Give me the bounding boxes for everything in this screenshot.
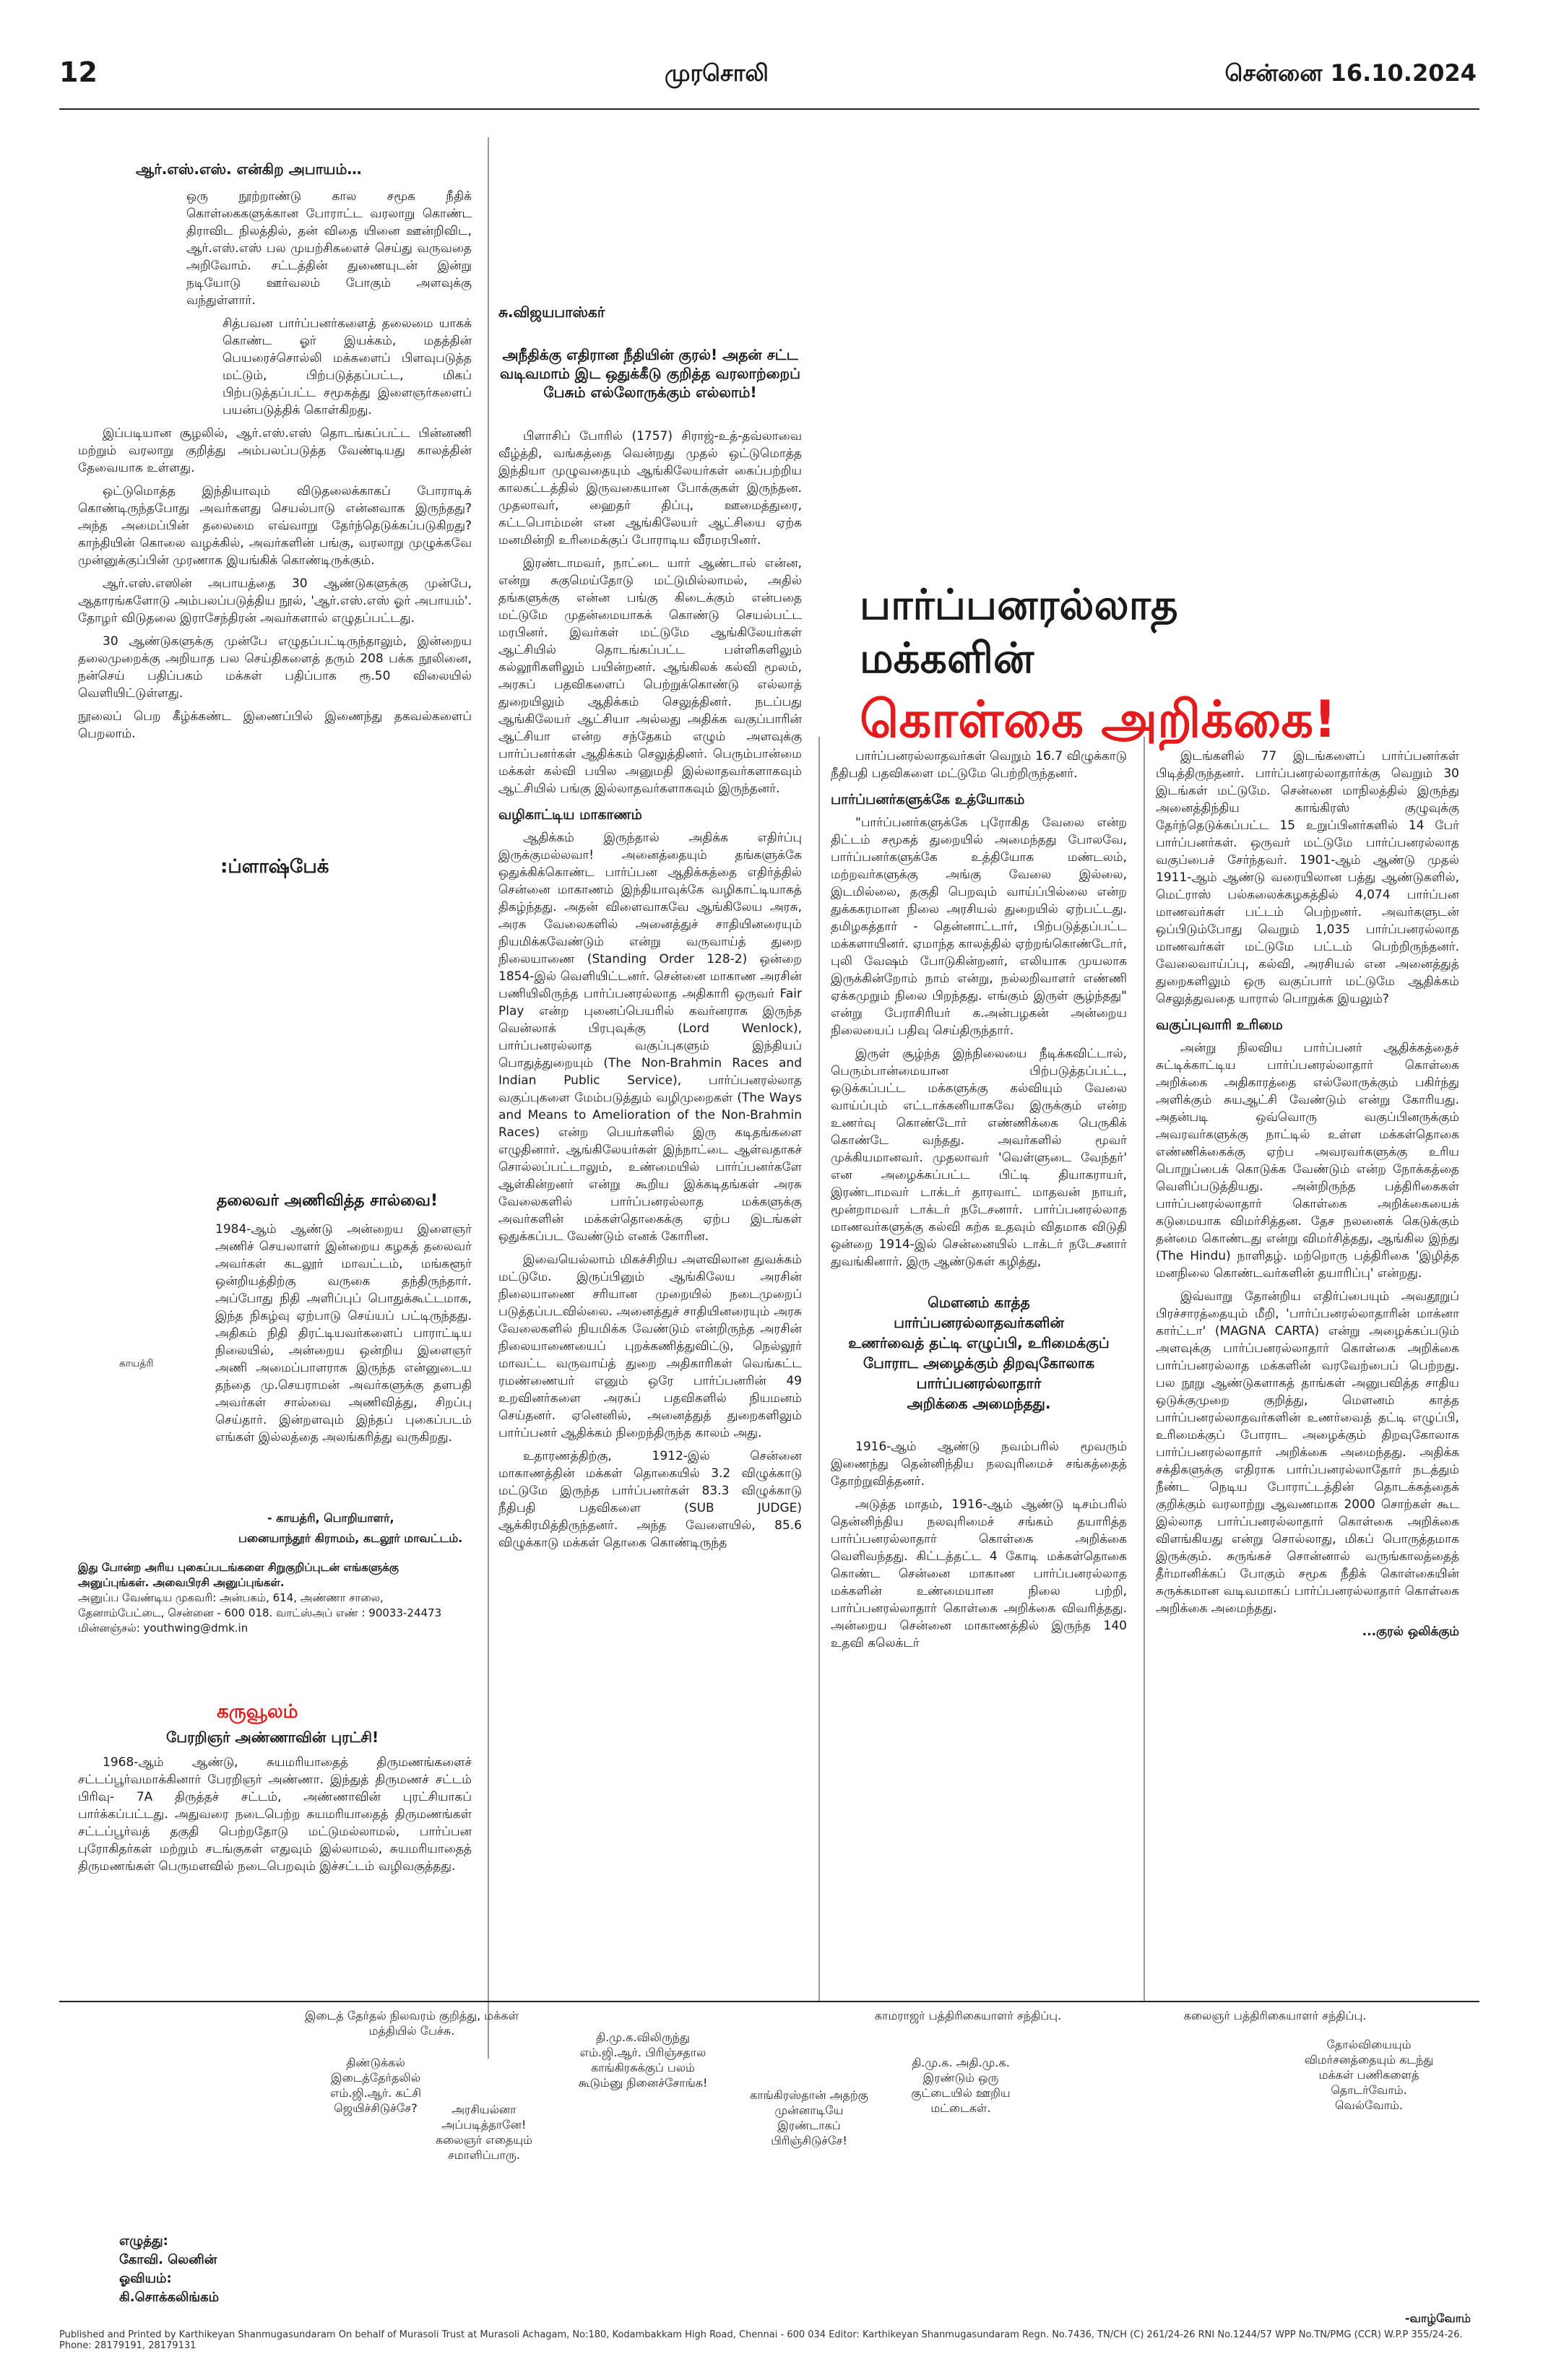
submission-notice (78, 1560, 468, 1636)
flashback-title: :ப்ளாஷ்பேக் (220, 856, 329, 878)
column-rule (488, 137, 489, 2059)
speech-bubble-4: காங்கிரஸ்தான் அதற்கு முன்னாடியே இரண்டாகப் பிரிஞ்சிடுச்சே! (750, 2088, 868, 2147)
rss-para-2: சித்பவன பார்ப்பனர்களைத் தலைமை யாகக் கொண்ட ஓர் இயக்கம், மதத்தின் பெயரைச்சொல்லி மக்களைப் பிளவுபடுத்த மட்டும், பிற்படுத்தப்பட்ட, மிகப் பிற்படுத்தப்பட்ட சமூகத்து இளைஞர்களைப் பயன்படுத்திக் கொள்கிறது. (222, 316, 472, 417)
karuvoolam-title: கருவூலம் (217, 1701, 298, 1723)
byline: சு.விஜயபாஸ்கர் (498, 303, 605, 321)
deck: அநீதிக்கு எதிரான நீதியின் குரல்! அதன் சட்ட வடிவமாம் இட ஒதுக்கீடு குறித்த வரலாற்றைப் பேசும் எல்லோருக்கும் எல்லாம்! (499, 346, 801, 401)
pull-quote-line: பார்ப்பனரல்லாதவர்களின் (894, 1314, 1064, 1331)
credit-writer-label: எழுத்து: (119, 2233, 168, 2249)
notice-line: தேனாம்பேட்டை, சென்னை - 600 018. வாட்ஸ்அப் எண் : 90033-24473 (78, 1606, 442, 1619)
rss-para-5: ஆர்.எஸ்.எஸின் அபாயத்தை 30 ஆண்டுகளுக்கு முன்பே, ஆதாரங்களோடு அம்பலப்படுத்திய நூல், 'ஆர்.எஸ்.எஸ் ஓர் அபாயம்'. தோழர் விடுதலை இராசேந்திரன் அவர்களால் எழுதப்பட்டது. (78, 576, 472, 626)
continued-marker: ...குரல் ஒலிக்கும் (1362, 1624, 1459, 1639)
rss-para-1: ஒரு நூற்றாண்டு கால சமூக நீதிக் கொள்கைகளுக்கான போராட்ட வரலாறு கொண்ட திராவிட நிலத்தில், தன் விதை யினை ஊன்றிவிட, ஆர்.எஸ்.எஸ் பல முயற்சிகளைச் செய்து வருவதை அறிவோம். சட்டத்தின் துணையுடன் இன்று நடியோடு ஊர்வலம் போகும் அளவுக்கு வந்துள்ளார். (186, 189, 472, 308)
anna-title: பேரறிஞர் அண்ணாவின் புரட்சி! (166, 1728, 379, 1746)
notice-line: இது போன்ற அரிய புகைப்படங்களை சிறுகுறிப்புடன் எங்களுக்கு (78, 1561, 399, 1574)
headline-line-2: மக்களின் (860, 633, 1034, 683)
headline-line-3: கொள்கை அறிக்கை! (860, 690, 1337, 749)
subhead-brahmin-jobs: பார்ப்பனர்களுக்கே உத்யோகம் (831, 792, 1025, 808)
photo-caption: காயத்ரி (119, 1358, 154, 1369)
speech-bubble-5: தி.மு.க. அதி.மு.க. இரண்டும் ஒரு குட்டையில் ஊறிய மட்டைகள். (911, 2056, 1011, 2115)
col3-lead: பார்ப்பனரல்லாதவர்கள் வெறும் 16.7 விழுக்காடு நீதிபதி பதவிகளை மட்டுமே பெற்றிருந்தனர். (831, 749, 1127, 781)
col4-para-1: இடங்களில் 77 இடங்களைப் பார்ப்பனர்கள் பிடித்திருந்தனர். பார்ப்பனரல்லாதார்க்கு வெறும் 30 இடங்கள் மட்டுமே. சென்னை மாநிலத்தில் இருந்து அனைத்திந்திய காங்கிரஸ் குழுவுக்கு தேர்ந்தெடுக்கப்பட்ட 15 உறுப்பினர்களில் 14 பேர் பார்ப்பனர்கள். ஒருவர் மட்டுமே பார்ப்பனரல்லாத வகுப்பைச் சேர்ந்தவர். 1901-ஆம் ஆண்டு முதல் 1911-ஆம் ஆண்டு வரையிலான பத்து ஆண்டுகளில், மெட்ராஸ் பல்கலைக்கழகத்தில் 4,074 பார்ப்பன மாணவர்கள் பட்டம் பெற்றனர். அவர்களுடன் ஒப்பிடும்போது வெறும் 1,035 பார்ப்பனரல்லாத மாணவர்கள் மட்டுமே பட்டம் பெற்றிருந்தனர். வேலைவாய்ப்பு, கல்வி, அரசியல் என அனைத்துத் துறைகளிலும் ஒரு வகுப்பார் மட்டுமே ஆதிக்கம் செலுத்துவதை யாரால் பொறுக்க இயலும்? (1156, 749, 1459, 1006)
credit-artist-name: கி.சொக்கலிங்கம் (119, 2290, 220, 2305)
notice-line: மின்னஞ்சல்: youthwing@dmk.in (78, 1622, 248, 1635)
headline-line-1: பார்ப்பனரல்லாத (860, 580, 1178, 629)
cartoon-end-mark: -வாழ்வோம் (1404, 2311, 1471, 2325)
rss-title: ஆர்.எஸ்.எஸ். என்கிற அபாயம்… (136, 160, 362, 178)
speech-bubble-3: தி.மு.க.விலிருந்து எம்.ஜி.ஆர். பிரிஞ்சதால காங்கிரசுக்குப் பலம் கூடும்னு நினைச்சோங்க! (578, 2030, 708, 2090)
cartoon-rule (59, 2001, 1479, 2002)
column-rule (1144, 737, 1145, 2001)
cartoon-credits (119, 2232, 219, 2307)
notice-line: அனுப்ப வேண்டிய முகவரி: அன்பகம், 614, அண்ணா சாலை, (78, 1591, 384, 1604)
subhead-communal-right: வகுப்புவாரி உரிமை (1156, 1017, 1283, 1033)
col3-para-3: 1916-ஆம் ஆண்டு நவம்பரில் மூவரும் இணைந்து தென்னிந்திய நலவுரிமைச் சங்கத்தைத் தோற்றுவித்தனர். (831, 1440, 1127, 1489)
column-rule (818, 737, 820, 2001)
col2-para-1: பிளாசிப் போரில் (1757) சிராஜ்-உத்-தவ்லாவை வீழ்த்தி, வங்கத்தை வென்றது முதல் ஒட்டுமொத்த இந்தியா முழுவதையும் ஆங்கிலேயர்கள் கைப்பற்றிய காலகட்டத்தில் இருவகையான போக்குகள் இருந்தன. முதலாவர், ஹைதர் திப்பு, ஊமைத்துரை, கட்டபொம்மன் என ஆங்கிலேயர் ஆட்சியை ஏற்க மனமின்றி உரிமைக்குப் போராடிய வீரமரபினர். (498, 429, 802, 548)
signoff-line-1: - காயத்ரி, பொறியாளர், (267, 1511, 394, 1525)
subhead-guiding-province: வழிகாட்டிய மாகாணம் (498, 807, 642, 823)
speech-bubble-6: தோல்வியையும் விமர்சனத்தையும் கடந்து மக்கள் பணிகளைத் தொடர்வோம். வெல்வோம். (1304, 2038, 1434, 2112)
pull-quote-line: பார்ப்பனரல்லாதார் (916, 1375, 1042, 1392)
rss-para-6: 30 ஆண்டுகளுக்கு முன்பே எழுதப்பட்டிருந்தாலும், இன்றைய தலைமுறைக்கு அறியாத பல செய்திகளைத் தரும் 208 பக்க நூலினை, நன்செய் பதிப்பகம் மக்கள் பதிப்பாக ரூ.50 விலையில் வெளியிட்டுள்ளது. (78, 634, 472, 701)
main-article-col-3 (831, 748, 1127, 1658)
panel-4-caption: கலைஞர் பத்திரிகையாளர் சந்திப்பு. (1183, 2009, 1367, 2022)
leader-para: 1984-ஆம் ஆண்டு அன்றைய இளைஞர் அணிச் செயலாளர் இன்றைய கழகத் தலைவர் அவர்கள் கடலூர் மாவட்டம், மங்களூர் ஒன்றியத்திற்கு வருகை தந்திருந்தார். அப்போது நிதி அளிப்புப் பொதுக்கூட்டமாக, இந்த நிகழ்வு ஏற்பாடு செய்யப் பட்டிருந்தது. அதிகம் நிதி திரட்டியவர்களைப் பாராட்டிய நிலையில், அன்றைய ஒன்றிய இளைஞர் அணி அமைப்பாளராக இருந்த என்னுடைய தந்தை மு.செயராமன் அவர்களுக்கு தளபதி அவர்கள் சால்வை அணிவித்து, சிறப்பு செய்தார். இன்றளவும் இந்தப் புகைப்படம் எங்கள் இல்லத்தை அலங்கரித்து வருகிறது. (215, 1222, 472, 1445)
pull-quote-line: போராட அழைக்கும் திறவுகோலாக (863, 1354, 1095, 1372)
speech-bubble-1: திண்டுக்கல் இடைத்தேர்தலில் எம்.ஜி.ஆர். கட்சி ஜெயிச்சிடுச்சே? (329, 2056, 422, 2115)
col2-para-4: இவையெல்லாம் மிகச்சிறிய அளவிலான துவக்கம் மட்டுமே. இருப்பினும் ஆங்கிலேய அரசின் நிலையாணை சரியான முறையில் நடைமுறைப் படுத்தப்படவில்லை. அனைத்துச் சாதியினரையும் அரசு வேலைகளில் நியமிக்க வேண்டும் என்றிருந்த அரசின் நிலையாணையைப் புறக்கணித்துவிட்டு, நெல்லூர் மாவட்ட வருவாய்த் துறை அதிகாரிகள் வெங்கட்ட ரமண்ணையர் எனும் ஒரே பார்ப்பனரின் 49 உறவினர்களை அரசுப் பதவிகளில் நியமனம் செய்தனர். ஏனெனில், அனைத்துத் துறைகளிலும் பார்ப்பனர் ஆதிக்கம் நிறைந்திருந்த காலம் அது. (498, 1252, 802, 1440)
panel-3-caption: காமராஜர் பத்திரிகையாளர் சந்திப்பு. (874, 2009, 1062, 2022)
col2-para-3: ஆதிக்கம் இருந்தால் அதிக்க எதிர்ப்பு இருக்குமல்லவா! அனைத்தையும் தங்களுக்கே ஒதுக்கிக்கொண்ட பார்ப்பன ஆதிக்கத்தை எதிர்த்தில் சென்னை மாகாணம் இந்தியாவுக்கே வழிகாட்டியாகத் திகழ்ந்தது. அதன் விளைவாகவே ஆங்கிலேய அரசு, அரசு வேலைகளில் அனைத்துச் சாதியினரையும் நியமிக்கவேண்டும் என்று வருவாய்த் துறை நிலையாணை (Standing Order 128-2) ஒன்றை 1854-இல் வெளியிட்டனர். சென்னை மாகாண அரசின் பணியிலிருந்த பார்ப்பனரல்லாத அதிகாரி ஒருவர் Fair Play என்ற புனைப்பெயரில் கவர்னராக இருந்த வென்லாக் பிரபுவுக்கு (Lord Wenlock), பார்ப்பனரல்லாத வகுப்புகளும் இந்தியப் பொதுத்துறையும் (The Non-Brahmin Races and Indian Public Service), பார்ப்பனரல்லாத வகுப்புகளை மேம்படுத்தும் வழிமுறைகள் (The Ways and Means to Amelioration of the Non-Brahmin Races) என்ற பெயர்களில் இரு கடிதங்களை எழுதினார். ஆங்கிலேயர்கள் இந்நாட்டை ஆள்வதாகச் சொல்லப்பட்டாலும், உண்மையில் பார்ப்பனர்களே ஆள்கின்றனர் என்று கூறிய இக்கடிதங்கள் அரசு வேலைகளில் பார்ப்பனரல்லாத மக்களுக்கு அவர்களின் மக்கள்தொகைக்கு ஏற்ப இடங்கள் ஒதுக்கப்பட வேண்டும் எனக் கோரின. (498, 831, 802, 1244)
pull-quote-box (831, 1292, 1127, 1414)
col2-para-5: உதாரணத்திற்கு, 1912-இல் சென்னை மாகாணத்தின் மக்கள் தொகையில் 3.2 விழுக்காடு மட்டுமே இருந்த பார்ப்பனர்கள் 83.3 விழுக்காடு நீதிபதி பதவிகளை (SUB JUDGE) ஆக்கிரமித்திருந்தனர். அந்த வேளையில், 85.6 விழுக்காடு மக்கள் தொகை கொண்டிருந்த (498, 1449, 802, 1550)
signoff-line-2: பனையாந்தூர் கிராமம், கடலூர் மாவட்டம். (238, 1531, 463, 1545)
rss-para-3: இப்படியான சூழலில், ஆர்.எஸ்.எஸ் தொடங்கப்பட்ட பின்னணி மற்றும் வரலாறு குறித்து அம்பலப்படுத்த வேண்டியது காலத்தின் தேவையாக உள்ளது. (78, 426, 472, 475)
col4-para-2: அன்று நிலவிய பார்ப்பனர் ஆதிக்கத்தைச் சுட்டிக்காட்டிய பார்ப்பனரல்லாதார் கொள்கை அறிக்கை அதிகாரத்தை எல்லோருக்கும் பகிர்ந்து அளிக்கும் சுயஆட்சி வேண்டும் என்று கோரியது. அதன்படி ஒவ்வொரு வகுப்பினருக்கும் அவரவர்களுக்கு நாட்டில் உள்ள மக்கள்தொகை எண்ணிக்கைக்கு ஏற்ப அவரவர்களுக்கு உரிய பொறுப்பைக் கொடுக்க வேண்டும் என்ற நோக்கத்தை வெளிப்படுத்தியது. அன்றிருந்த பத்திரிகைகள் பார்ப்பனரல்லாதார் கொள்கை அறிக்கையைக் கடுமையாக விமர்சித்தன. தேச நலனைக் கெடுக்கும் தன்மை கொண்டது என்று விமர்சித்தது, ஆங்கில இந்து (The Hindu) நாளிதழ். மற்றொரு பத்திரிகை 'இழித்த மனநிலை கொண்டவர்களின் தயாரிப்பு' என்றது. (1156, 1041, 1459, 1281)
credit-writer-name: கோவி. லெனின் (119, 2252, 217, 2267)
panel-1-caption: இடைத் தேர்தல் நிலவரம் குறித்து, மக்கள் மத்தியில் பேச்சு. (304, 2009, 519, 2038)
credit-artist-label: ஓவியம்: (119, 2271, 172, 2286)
anna-story (78, 1754, 472, 1881)
pull-quote-line: அறிக்கை அமைந்தது. (907, 1395, 1051, 1412)
pull-quote-line: மௌனம் காத்த (928, 1294, 1030, 1311)
main-article-col-2 (498, 303, 802, 1557)
pull-quote-line: உணர்வைத் தட்டி எழுப்பி, உரிமைக்குப் (848, 1334, 1110, 1351)
col3-para-2: இருள் சூழ்ந்த இந்நிலையை நீடிக்கவிட்டால், பெரும்பான்மையான பிற்படுத்தப்பட்ட, ஒடுக்கப்பட்ட மக்களுக்கு கல்வியும் வேலை வாய்ப்பும் எட்டாக்கனியாகவே இருக்கும் என்ற உணர்வு கொண்டோர் எண்ணிக்கை பெருகிக் கொண்டே வந்தது. அவர்களில் மூவர் முக்கியமானவர். முதலாவர் 'வெள்ளுடை வேந்தர்' என அழைக்கப்பட்ட பிட்டி தியாகராயர், இரண்டாமவர் டாக்டர் தாரவாட் மாதவன் நாயர், மூன்றாமவர் டாக்டர் நடேசனார். பார்ப்பனரல்லாத மாணவர்களுக்கு கல்வி கற்க உதவும் விதமாக விடுதி ஒன்றை 1914-இல் சென்னையில் டாக்டர் நடேசனார் துவங்கினார். இரு ஆண்டுகள் கழித்து, (831, 1047, 1127, 1269)
col4-para-3: இவ்வாறு தோன்றிய எதிர்ப்பையும் அவதூறுப் பிரச்சாரத்தையும் மீறி, 'பார்ப்பனரல்லாதாரின் மாக்னா கார்ட்டா' (MAGNA CARTA) என்று அழைக்கப்படும் அளவுக்கு பார்ப்பனரல்லாதார் கொள்கை அறிக்கை பார்ப்பனரல்லாத மக்களின் வரவேற்பைப் பெற்றது. பல நூறு ஆண்டுகளாகத் தாங்கள் அனுபவித்த சாதிய ஒடுக்குமுறை குறித்து, மௌனம் காத்த பார்ப்பனரல்லாதவர்களின் உணர்வைத் தட்டி எழுப்பி, உரிமைக்குப் போராட அழைக்கும் திறவுகோலாக பார்ப்பனரல்லாதார் அறிக்கை அமைந்தது. அதிக்க சக்திகளுக்கு எதிராக பார்ப்பனரல்லாதோர் நடத்தும் நீண்ட நெடிய போராட்டத்தின் தொடக்கத்தைக் குறிக்கும் வரலாற்று ஆவணமாக 2000 சொற்கள் கூட இல்லாத பார்ப்பனரல்லாதார் கொள்கை அறிக்கை விளங்கியது என்று சொல்லாது, மிகப் பொருத்தமாக இருக்கும். சுருங்கச் சொன்னால் வருங்காலத்தைத் தீர்மானிக்கப் போகும் சமூக நீதிக் கொள்கையின் சுருக்கமான வடிவமாகப் பார்ப்பனரல்லாதார் கொள்கை அறிக்கை அமைந்தது. (1156, 1289, 1459, 1616)
rss-para-7: நூலைப் பெற கீழ்க்கண்ட இணைப்பில் இணைந்து தகவல்களைப் பெறலாம். (78, 709, 472, 741)
speech-bubble-2: அரசியல்னா அப்படித்தானே! கலைஞர் எதையும் சமாளிப்பாரு. (436, 2103, 532, 2162)
col2-para-2: இரண்டாமவர், நாட்டை யார் ஆண்டால் என்ன, என்று சுகுமெய்தோடு மட்டுமில்லாமல், அதில் தங்களுக்கு என்ன பங்கு கிடைக்கும் என்பதை மட்டுமே முதன்மையாகக் கொண்டு செயல்பட்ட மரபினர். இவர்கள் மட்டுமே ஆங்கிலேயர்கள் ஆட்சியில் தொடங்கப்பட்ட பள்ளிகளிலும் கல்லூரிகளிலும் பயின்றனர். ஆங்கிலக் கல்வி மூலம், அரசுப் பதவிகளைப் பெற்றுக்கொண்டு எல்லாத் துறையிலும் ஆதிக்கம் செலுத்தினர். நடப்பது ஆங்கிலேயர் ஆட்சியா அல்லது அதிக்க வகுப்பாரின் ஆட்சியா என்ற சந்தேகம் எழும் அளவுக்கு பார்ப்பனர்கள் ஆதிக்கம் செலுத்தினர். பெரும்பான்மை மக்கள் கல்வி பயில அனுமதி இல்லாதவர்களாகவும் ஆட்சியில் பங்கு இல்லாதவர்களாகவும் இருந்தனர். (498, 556, 802, 796)
col3-para-4: அடுத்த மாதம், 1916-ஆம் ஆண்டு டிசம்பரில் தென்னிந்திய நலவுரிமைச் சங்கம் தயாரித்த பார்ப்பனரல்லாதார் கொள்கை அறிக்கை வெளிவந்தது. கிட்டத்தட்ட 4 கோடி மக்கள்தொகை கொண்ட சென்னை மாகாண பார்ப்பனரல்லாத மக்களின் உண்மையான நிலை பற்றி, பார்ப்பனரல்லாதார் கொள்கை அறிக்கை விவரித்தது. அன்றைய சென்னை மாகாணத்தில் இருந்த 140 உதவி கலெக்டர் (831, 1497, 1127, 1650)
rss-para-4: ஒட்டுமொத்த இந்தியாவும் விடுதலைக்காகப் போராடிக் கொண்டிருந்தபோது அவர்களது செயல்பாடு என்னவாக இருந்தது? அந்த அமைப்பின் தலைமை எவ்வாறு தேர்ந்தெடுக்கப்படுகிறது? காந்தியின் கொலை வழக்கில், அவர்களின் பங்கு, வரலாறு முழுக்கவே முன்னுக்குப்பின் முரணாக இயங்கிக் கொண்டிருக்கும். (78, 484, 472, 568)
leader-title: தலைவர் அணிவித்த சால்வை! (217, 1192, 438, 1210)
anna-para: 1968-ஆம் ஆண்டு, சுயமரியாதைத் திருமணங்களைச் சட்டப்பூர்வமாக்கினார் பேரறிஞர் அண்ணா. இந்துத் திருமணச் சட்டம் பிரிவு- 7A திருத்தச் சட்டம், அண்ணாவின் புரட்சியாகப் பார்க்கப்பட்டது. அதுவரை நடைபெற்ற சுயமரியாதைத் திருமணங்கள் சட்டப்பூர்வத் தகுதி பெற்றதோடு மட்டுமல்லாமல், பார்ப்பன புரோகிதர்கள் மற்றும் சடங்குகள் எதுவும் இல்லாமல், சுயமரியாதைத் திருமணங்கள் பெருமளவில் நடைபெறவும் இச்சட்டம் வழிவகுத்தது. (78, 1755, 472, 1874)
headline-block (860, 578, 1510, 754)
page-number: 12 (59, 56, 98, 88)
header-rule (59, 108, 1479, 110)
rss-article (78, 160, 472, 748)
col3-para-1: "பார்ப்பனர்களுக்கே புரோகித வேலை என்ற திட்டம் சமூகத் துறையில் அமைந்தது போலவே, பார்ப்பனர்களுக்கே உத்தியோக மண்டலம், மற்றவர்களுக்கு அங்கு வேலை இல்லை, இடமில்லை, தகுதி பெறவும் வாய்ப்பில்லை என்ற துக்ககரமான நிலை அரசியல் துறையில் ஏற்பட்டது. தமிழகத்தார் - தென்னாட்டார், பிற்படுத்தப்பட்ட மக்களாயினர். ஏமாந்த காலத்தில் ஏற்றங்கொண்டோர், புலி வேஷம் போடுகின்றனர், எலியாக முயலாக இருக்கின்றோம் நாம் என்று, நல்லறிவாளர் எண்ணி ஏக்கமுறும் நிலை பிறந்தது. எங்கும் இருள் சூழ்ந்தது" என்று பேராசிரியர் க.அன்பழகன் அன்றைய நிலையைப் பதிவு செய்திருந்தார். (831, 815, 1127, 1038)
paper-name: முரசொலி (665, 59, 769, 87)
main-article-col-4 (1156, 748, 1459, 1640)
notice-line: அனுப்புங்கள். அவைபிரசி அனுப்புங்கள். (78, 1576, 285, 1589)
imprint-line: Published and Printed by Karthikeyan Shanmugasundaram On behalf of Murasoli Trust at Murasoli Achagam, No:180, Kodambakkam High Road, Chennai - 600 034 Editor: Karthikeyan Shanmugasundaram Regn. No.7436, TN/CH (C) 261/24-26 RNI No.1244/57 WPP No.TN/PMG (CCR) W.P.P 355/24-26. Phone: 28179191, 28179131 (59, 2329, 1463, 2351)
leader-story (78, 1221, 472, 1452)
dateline: சென்னை 16.10.2024 (1224, 59, 1477, 87)
